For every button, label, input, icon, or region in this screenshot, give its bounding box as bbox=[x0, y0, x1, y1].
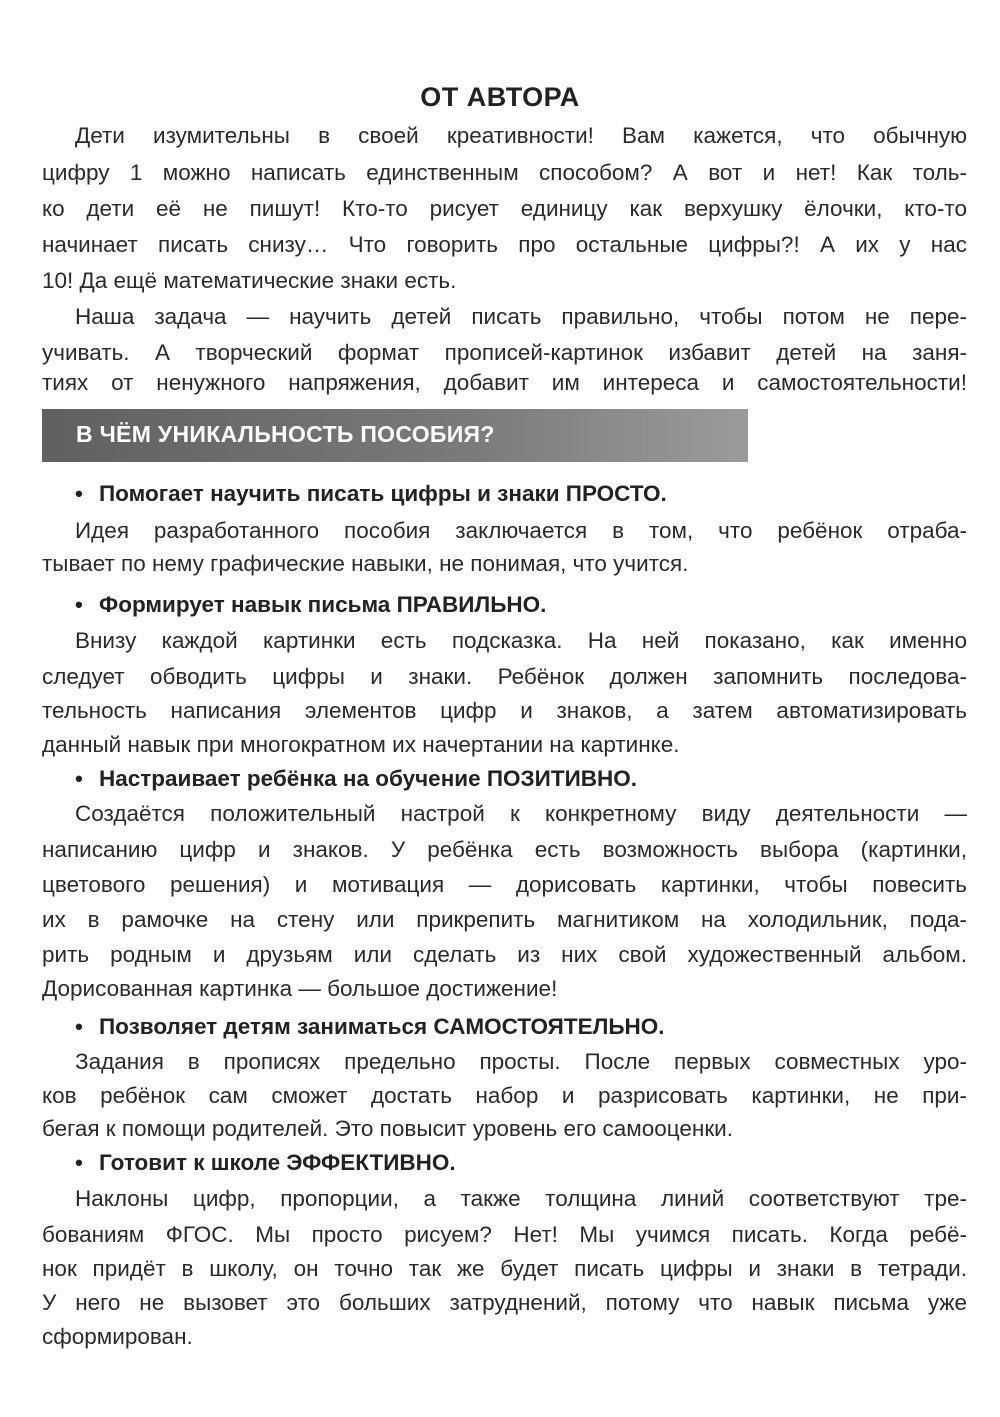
feature-text-line: рить родным и друзьям или сделать из них свой художественный альбом. bbox=[42, 942, 967, 967]
feature-text-line: тельность написания элементов цифр и знаков, а затем автоматизировать bbox=[42, 698, 967, 723]
feature-text-line: тывает по нему графические навыки, не понимая, что учится. bbox=[42, 551, 689, 576]
intro-paragraph-2-line: тиях от ненужного напряжения, добавит им интереса и самостоятельности! bbox=[42, 370, 967, 395]
feature-heading-text: Помогает научить писать цифры и знаки ПРОСТО. bbox=[99, 481, 667, 506]
feature-text-line: Внизу каждой картинки есть подсказка. На ней показано, как именно bbox=[75, 628, 967, 653]
feature-heading-text: Позволяет детям заниматься САМОСТОЯТЕЛЬНО. bbox=[99, 1014, 665, 1039]
feature-text-line: следует обводить цифры и знаки. Ребёнок должен запомнить последова- bbox=[42, 664, 967, 689]
feature-text-line: Задания в прописях предельно просты. После первых совместных уро- bbox=[75, 1049, 967, 1074]
intro-paragraph-1-line: цифру 1 можно написать единственным способом? А вот и нет! Как толь- bbox=[42, 160, 967, 185]
section-banner bbox=[42, 409, 748, 462]
section-title: В ЧЁМ УНИКАЛЬНОСТЬ ПОСОБИЯ? bbox=[76, 421, 495, 447]
feature-text-line: У него не вызовет это больших затруднений, потому что навык письма уже bbox=[42, 1290, 967, 1315]
feature-heading-text: Формирует навык письма ПРАВИЛЬНО. bbox=[99, 592, 547, 617]
feature-text-line: нок придёт в школу, он точно так же будет писать цифры и знаки в тетради. bbox=[42, 1256, 967, 1281]
feature-text-line: написанию цифр и знаков. У ребёнка есть возможность выбора (картинки, bbox=[42, 837, 967, 862]
feature-heading bbox=[75, 479, 667, 509]
intro-paragraph-2-line: учивать. А творческий формат прописей-картинок избавит детей на заня- bbox=[42, 340, 967, 365]
bullet-icon: • bbox=[75, 592, 83, 617]
feature-heading-text: Настраивает ребёнка на обучение ПОЗИТИВНО. bbox=[99, 766, 637, 791]
feature-text-line: бованиям ФГОС. Мы просто рисуем? Нет! Мы учимся писать. Когда ребё- bbox=[42, 1222, 967, 1247]
feature-text-line: бегая к помощи родителей. Это повысит уровень его самооценки. bbox=[42, 1116, 733, 1141]
bullet-icon: • bbox=[75, 1014, 83, 1039]
feature-text-line: Наклоны цифр, пропорции, а также толщина линий соответствуют тре- bbox=[75, 1186, 967, 1211]
feature-heading bbox=[75, 1148, 456, 1178]
intro-paragraph-2-line: Наша задача — научить детей писать правильно, чтобы потом не пере- bbox=[75, 304, 967, 329]
intro-title: ОТ АВТОРА bbox=[420, 82, 580, 112]
feature-text-line: их в рамочке на стену или прикрепить магнитиком на холодильник, пода- bbox=[42, 907, 967, 932]
feature-text-line: ков ребёнок сам сможет достать набор и разрисовать картинки, не при- bbox=[42, 1083, 967, 1108]
bullet-icon: • bbox=[75, 1150, 83, 1175]
bullet-icon: • bbox=[75, 766, 83, 791]
intro-paragraph-1-line: 10! Да ещё математические знаки есть. bbox=[42, 268, 457, 293]
bullet-icon: • bbox=[75, 481, 83, 506]
feature-text-line: Идея разработанного пособия заключается в том, что ребёнок отраба- bbox=[75, 518, 967, 543]
feature-heading bbox=[75, 590, 546, 620]
feature-text-line: цветового решения) и мотивация — дорисовать картинки, чтобы повесить bbox=[42, 872, 967, 897]
feature-text-line: сформирован. bbox=[42, 1324, 193, 1349]
feature-heading bbox=[75, 764, 637, 794]
feature-heading-text: Готовит к школе ЭФФЕКТИВНО. bbox=[99, 1150, 456, 1175]
feature-text-line: Дорисованная картинка — большое достижение! bbox=[42, 976, 558, 1001]
intro-paragraph-1-line: ко дети её не пишут! Кто-то рисует единицу как верхушку ёлочки, кто-то bbox=[42, 196, 967, 221]
feature-text-line: данный навык при многократном их начертании на картинке. bbox=[42, 732, 680, 757]
intro-paragraph-1-line: Дети изумительны в своей креативности! Вам кажется, что обычную bbox=[75, 123, 967, 148]
feature-heading bbox=[75, 1012, 665, 1042]
intro-paragraph-1-line: начинает писать снизу… Что говорить про остальные цифры?! А их у нас bbox=[42, 232, 967, 257]
feature-text-line: Создаётся положительный настрой к конкретному виду деятельности — bbox=[75, 801, 967, 826]
